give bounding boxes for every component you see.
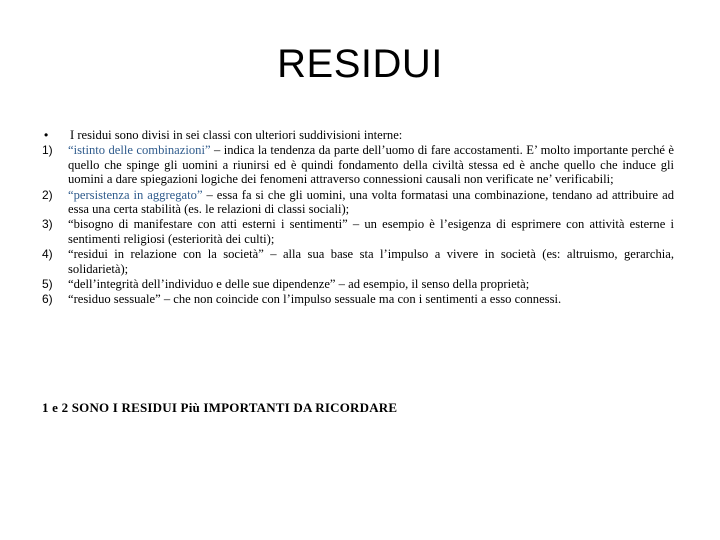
- list-number: 5): [42, 277, 53, 292]
- list-item-text: [68, 188, 674, 217]
- list-item-4: [42, 247, 674, 276]
- list-item-1: [42, 143, 674, 186]
- list-item-text: [68, 143, 674, 186]
- key-takeaway: 1 e 2 SONO I RESIDUI Più IMPORTANTI DA RICORDARE: [42, 400, 398, 415]
- intro-text: I residui sono divisi in sei classi con ulteriori suddivisioni interne:: [70, 128, 403, 142]
- slide-body: [42, 128, 674, 308]
- list-item-6: [42, 292, 674, 306]
- intro-row: [42, 128, 674, 142]
- list-item-2: [42, 188, 674, 217]
- list-item-5: [42, 277, 674, 291]
- bullet-marker: •: [44, 128, 49, 142]
- list-number: 2): [42, 187, 53, 202]
- list-item-text: “residuo sessuale” – che non coincide con l’impulso sessuale ma con i sentimenti a esso connessi.: [68, 292, 562, 307]
- list-item-text: “dell’integrità dell’individuo e delle sue dipendenze” – ad esempio, il senso della proprietà;: [68, 277, 530, 292]
- slide-title: RESIDUI: [277, 42, 443, 86]
- highlighted-term: “persistenza in aggregato”: [68, 187, 203, 202]
- list-number: 1): [42, 143, 53, 158]
- list-number: 6): [42, 292, 53, 307]
- list-item-text: “residui in relazione con la società” – alla sua base sta l’impulso a vivere in società (es: altruismo, gerarchia, solidarietà);: [68, 247, 674, 276]
- list-number: 3): [42, 217, 53, 232]
- highlighted-term: “istinto delle combinazioni”: [68, 143, 211, 158]
- list-item-description: – essa fa si che gli uomini, una volta formatasi una combinazione, tendano ad attribuire ad essa una certa stabilità (es. le relazioni di classi sociali);: [68, 187, 674, 217]
- list-item-description: – indica la tendenza da parte dell’uomo di fare accostamenti. E’ molto importante perché è quello che spinge gli uomini a riunirsi ed è quindi fondamento della civiltà stessa ed è anche quello che induce gli uomini a dare spiegazioni logiche dei fenomeni attraverso connessioni causali non verificate ne’ verificabili;: [68, 143, 674, 187]
- list-item-text: “bisogno di manifestare con atti esterni i sentimenti” – un esempio è l’esigenza di esprimere con attività esterne i sentimenti religiosi (esteriorità dei culti);: [68, 217, 674, 246]
- list-number: 4): [42, 247, 53, 262]
- list-item-3: [42, 217, 674, 246]
